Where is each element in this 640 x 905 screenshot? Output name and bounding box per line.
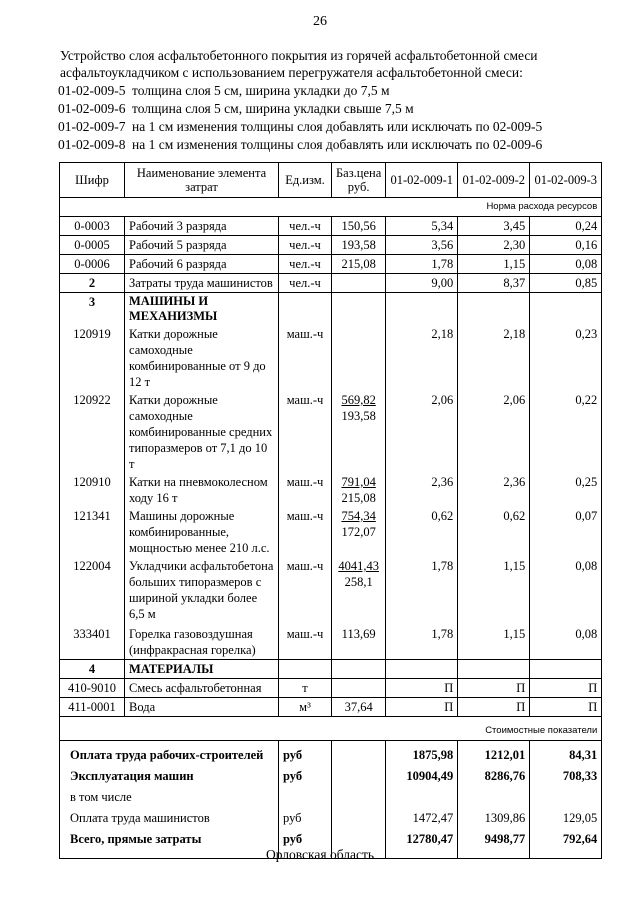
cell-name: Укладчики асфальтобетона больших типоразмеров с шириной укладки более 6,5 м xyxy=(125,557,279,625)
cell-v3: 0,16 xyxy=(530,236,602,255)
cell-name: Рабочий 6 разряда xyxy=(125,255,279,274)
machines-section-header xyxy=(60,293,602,326)
item-text: на 1 см изменения толщины слоя добавлять или исключать по 02-009-5 xyxy=(132,119,543,134)
cell-v3: 0,07 xyxy=(530,507,602,557)
section-number: 4 xyxy=(60,660,125,679)
table-row xyxy=(60,255,602,274)
item-text: толщина слоя 5 см, ширина укладки свыше 7,5 м xyxy=(132,101,414,116)
summary-v1 xyxy=(386,785,458,806)
item-row xyxy=(58,119,542,135)
cell-v1: 3,56 xyxy=(386,236,458,255)
base-price-top: 791,04 xyxy=(341,475,376,489)
cell-v1: 0,62 xyxy=(386,507,458,557)
cell-v2: 2,36 xyxy=(458,473,530,507)
header-unit: Ед.изм. xyxy=(279,163,332,198)
cell-v1: 1,78 xyxy=(386,625,458,660)
cell-v2: 2,06 xyxy=(458,391,530,473)
base-price: 215,08 xyxy=(341,491,376,505)
section-number: 3 xyxy=(60,293,125,326)
cell-unit: маш.-ч xyxy=(279,473,332,507)
cell-v2: П xyxy=(458,698,530,717)
cell-name: Катки дорожные самоходные комбинированные от 9 до 12 т xyxy=(125,325,279,391)
cell-v2: 2,18 xyxy=(458,325,530,391)
cell-v1: П xyxy=(386,679,458,698)
cell-base xyxy=(332,325,386,391)
table-row xyxy=(60,217,602,236)
cell-unit: маш.-ч xyxy=(279,325,332,391)
cell-v3: 0,25 xyxy=(530,473,602,507)
norm-label-row xyxy=(60,198,602,217)
cell-code: 2 xyxy=(60,274,125,293)
table-row xyxy=(60,473,602,507)
cell-code: 122004 xyxy=(60,557,125,625)
cost-label: Стоимостные показатели xyxy=(60,717,602,741)
cell-unit: т xyxy=(279,679,332,698)
header-col3: 01-02-009-3 xyxy=(530,163,602,198)
cell-v1: 1,78 xyxy=(386,255,458,274)
table-row xyxy=(60,507,602,557)
summary-row xyxy=(60,785,602,806)
cell-code: 0-0005 xyxy=(60,236,125,255)
cell-base: 193,58 xyxy=(332,236,386,255)
cell-base: 215,08 xyxy=(332,255,386,274)
item-row xyxy=(58,137,542,153)
summary-unit xyxy=(279,785,332,806)
table-row xyxy=(60,625,602,660)
summary-name: Оплата труда машинистов xyxy=(60,806,279,827)
cell-unit: чел.-ч xyxy=(279,236,332,255)
summary-name: в том числе xyxy=(60,785,279,806)
summary-row xyxy=(60,764,602,785)
summary-name: Всего, прямые затраты xyxy=(60,827,279,859)
cell-name: Машины дорожные комбинированные, мощностью менее 210 л.с. xyxy=(125,507,279,557)
cell-code: 0-0003 xyxy=(60,217,125,236)
cell-base xyxy=(332,679,386,698)
cell-v1: 1,78 xyxy=(386,557,458,625)
summary-v1: 1472,47 xyxy=(386,806,458,827)
cell-v2: 3,45 xyxy=(458,217,530,236)
table-row xyxy=(60,236,602,255)
section-title: Устройство слоя асфальтобетонного покрытия из горячей асфальтобетонной смеси асфальтоукладчиком с использованием перегружателя асфальтобетонной смеси: xyxy=(60,48,538,80)
summary-row xyxy=(60,741,602,765)
item-text: толщина слоя 5 см, ширина укладки до 7,5 м xyxy=(132,83,390,98)
cell-name: Смесь асфальтобетонная xyxy=(125,679,279,698)
table-row xyxy=(60,679,602,698)
page-number: 26 xyxy=(313,14,327,29)
summary-unit: руб xyxy=(279,806,332,827)
cell-unit: чел.-ч xyxy=(279,255,332,274)
cell-base: 37,64 xyxy=(332,698,386,717)
cost-label-row xyxy=(60,717,602,741)
cell-name: Катки на пневмоколесном ходу 16 т xyxy=(125,473,279,507)
summary-v2: 9498,77 xyxy=(458,827,530,859)
cell-name: Горелка газовоздушная (инфракрасная горелка) xyxy=(125,625,279,660)
cell-base: 113,69 xyxy=(332,625,386,660)
cell-v2: 1,15 xyxy=(458,557,530,625)
summary-v3: 708,33 xyxy=(530,764,602,785)
base-price: 258,1 xyxy=(344,575,373,589)
cell-v1: 2,36 xyxy=(386,473,458,507)
footer-region: Орловская область xyxy=(265,847,375,862)
header-name: Наименование элемента затрат xyxy=(125,163,279,198)
item-row xyxy=(58,101,414,117)
cell-code: 120910 xyxy=(60,473,125,507)
summary-row xyxy=(60,806,602,827)
cell-code: 410-9010 xyxy=(60,679,125,698)
cell-v2: П xyxy=(458,679,530,698)
cell-v3: П xyxy=(530,698,602,717)
cell-unit: маш.-ч xyxy=(279,625,332,660)
cell-code: 120922 xyxy=(60,391,125,473)
summary-unit: руб xyxy=(279,764,332,785)
cell-v1: 2,06 xyxy=(386,391,458,473)
cell-v2: 1,15 xyxy=(458,625,530,660)
summary-v2: 8286,76 xyxy=(458,764,530,785)
cell-unit: чел.-ч xyxy=(279,274,332,293)
cell-unit: чел.-ч xyxy=(279,217,332,236)
item-code: 01-02-009-7 xyxy=(58,119,126,134)
cell-code: 411-0001 xyxy=(60,698,125,717)
cell-v2: 8,37 xyxy=(458,274,530,293)
summary-name: Оплата труда рабочих-строителей xyxy=(60,741,279,765)
summary-v2: 1212,01 xyxy=(458,741,530,765)
cell-v3: 0,08 xyxy=(530,557,602,625)
summary-name: Эксплуатация машин xyxy=(60,764,279,785)
cell-v2: 2,30 xyxy=(458,236,530,255)
cell-v3: 0,24 xyxy=(530,217,602,236)
item-code: 01-02-009-5 xyxy=(58,83,126,98)
cell-name: Затраты труда машинистов xyxy=(125,274,279,293)
cell-v3: 0,08 xyxy=(530,625,602,660)
cell-unit: маш.-ч xyxy=(279,507,332,557)
summary-unit: руб xyxy=(279,741,332,765)
summary-v3: 792,64 xyxy=(530,827,602,859)
cell-base: 150,56 xyxy=(332,217,386,236)
summary-unit: руб xyxy=(279,827,332,859)
materials-section-header xyxy=(60,660,602,679)
cell-base xyxy=(332,507,386,557)
cell-unit: м³ xyxy=(279,698,332,717)
resource-table xyxy=(59,162,602,859)
cell-base xyxy=(332,473,386,507)
table-row xyxy=(60,557,602,625)
item-code: 01-02-009-6 xyxy=(58,101,126,116)
item-code: 01-02-009-8 xyxy=(58,137,126,152)
cell-base xyxy=(332,274,386,293)
table-row xyxy=(60,391,602,473)
section-name: МАШИНЫ И МЕХАНИЗМЫ xyxy=(125,293,279,326)
cell-unit: маш.-ч xyxy=(279,557,332,625)
header-col2: 01-02-009-2 xyxy=(458,163,530,198)
cell-unit: маш.-ч xyxy=(279,391,332,473)
cell-code: 120919 xyxy=(60,325,125,391)
norm-label: Норма расхода ресурсов xyxy=(60,198,602,217)
section-name: МАТЕРИАЛЫ xyxy=(125,660,279,679)
base-price: 172,07 xyxy=(341,525,376,539)
summary-v2 xyxy=(458,785,530,806)
cell-v1: П xyxy=(386,698,458,717)
base-price-top: 754,34 xyxy=(341,509,376,523)
cell-v3: 0,22 xyxy=(530,391,602,473)
summary-v3: 129,05 xyxy=(530,806,602,827)
cell-name: Рабочий 3 разряда xyxy=(125,217,279,236)
summary-v3 xyxy=(530,785,602,806)
header-col1: 01-02-009-1 xyxy=(386,163,458,198)
cell-v2: 1,15 xyxy=(458,255,530,274)
table-row xyxy=(60,698,602,717)
item-row xyxy=(58,83,390,99)
cell-v1: 9,00 xyxy=(386,274,458,293)
cell-v3: 0,85 xyxy=(530,274,602,293)
cell-name: Катки дорожные самоходные комбинированные средних типоразмеров от 7,1 до 10 т xyxy=(125,391,279,473)
table-row xyxy=(60,325,602,391)
base-price: 193,58 xyxy=(341,409,376,423)
cell-base xyxy=(332,391,386,473)
table-header-row xyxy=(60,163,602,198)
cell-code: 121341 xyxy=(60,507,125,557)
cell-code: 0-0006 xyxy=(60,255,125,274)
machinist-row xyxy=(60,274,602,293)
summary-v3: 84,31 xyxy=(530,741,602,765)
header-code: Шифр xyxy=(60,163,125,198)
cell-v1: 2,18 xyxy=(386,325,458,391)
item-text: на 1 см изменения толщины слоя добавлять или исключать по 02-009-6 xyxy=(132,137,543,152)
cell-base xyxy=(332,557,386,625)
cell-v3: 0,23 xyxy=(530,325,602,391)
base-price-top: 569,82 xyxy=(341,393,376,407)
cell-v3: П xyxy=(530,679,602,698)
summary-v1: 10904,49 xyxy=(386,764,458,785)
summary-v2: 1309,86 xyxy=(458,806,530,827)
cell-name: Вода xyxy=(125,698,279,717)
cell-code: 333401 xyxy=(60,625,125,660)
cell-v1: 5,34 xyxy=(386,217,458,236)
cell-name: Рабочий 5 разряда xyxy=(125,236,279,255)
header-base: Баз.цена руб. xyxy=(332,163,386,198)
summary-v1: 12780,47 xyxy=(386,827,458,859)
cell-v3: 0,08 xyxy=(530,255,602,274)
cell-v2: 0,62 xyxy=(458,507,530,557)
summary-v1: 1875,98 xyxy=(386,741,458,765)
base-price-top: 4041,43 xyxy=(338,559,379,573)
